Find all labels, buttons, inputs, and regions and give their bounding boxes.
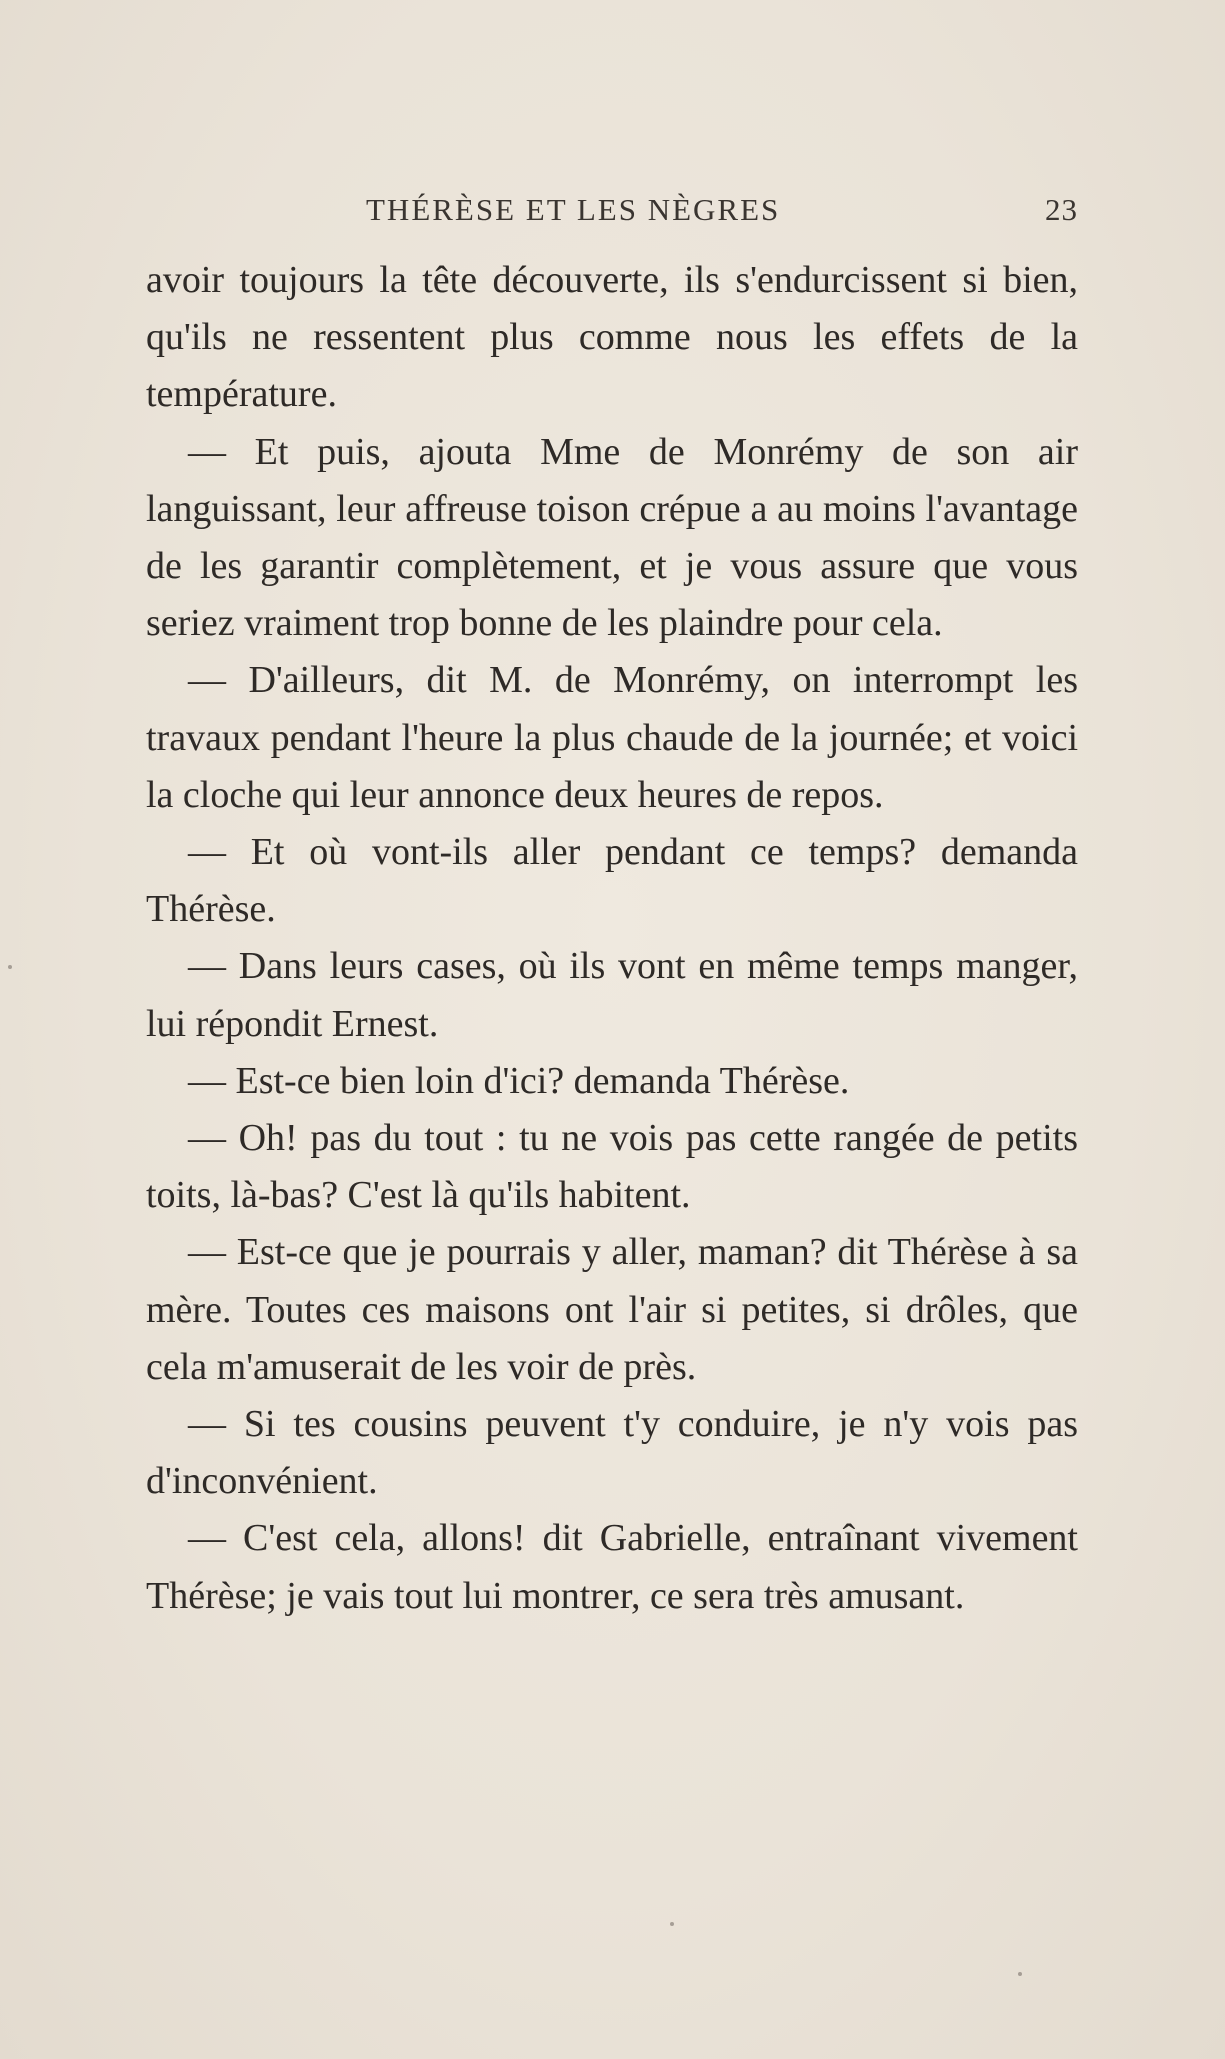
- paragraph-7: — Oh! pas du tout : tu ne vois pas cette rangée de petits toits, là-bas? C'est là qu'ils habitent.: [146, 1117, 1078, 1217]
- paper-speck: [670, 1922, 674, 1926]
- paragraph-3: — D'ailleurs, dit M. de Monrémy, on interrompt les travaux pendant l'heure la plus chaude de la journée; et voici la cloche qui leur annonce deux heures de repos.: [146, 659, 1078, 816]
- page-number: 23: [1045, 192, 1078, 227]
- paragraph-2: — Et puis, ajouta Mme de Monrémy de son air languissant, leur affreuse toison crépue a au moins l'avantage de les garantir complètement, et je vous assure que vous seriez vraiment trop bonne de les plaindre pour cela.: [146, 430, 1078, 645]
- paragraph-5: — Dans leurs cases, où ils vont en même temps manger, lui répondit Ernest.: [146, 945, 1078, 1045]
- paragraph-9: — Si tes cousins peuvent t'y conduire, je n'y vois pas d'inconvénient.: [146, 1403, 1078, 1503]
- paper-speck: [1018, 1972, 1022, 1976]
- running-head: [146, 192, 1078, 236]
- paragraph-8: — Est-ce que je pourrais y aller, maman? dit Thérèse à sa mère. Toutes ces maisons ont l'air si petites, si drôles, que cela m'amuserait de les voir de près.: [146, 1231, 1078, 1388]
- paper-speck: [8, 965, 12, 969]
- paragraph-6: — Est-ce bien loin d'ici? demanda Thérèse.: [188, 1059, 850, 1102]
- paragraph-1: avoir toujours la tête découverte, ils s'endurcissent si bien, qu'ils ne ressentent plus comme nous les effets de la température.: [146, 259, 1078, 416]
- body-text: [146, 252, 1078, 1625]
- paragraph-4: — Et où vont-ils aller pendant ce temps? demanda Thérèse.: [146, 831, 1078, 931]
- running-title: THÉRÈSE ET LES NÈGRES: [366, 192, 781, 227]
- paragraph-10: — C'est cela, allons! dit Gabrielle, entraînant vivement Thérèse; je vais tout lui montrer, ce sera très amusant.: [146, 1517, 1078, 1617]
